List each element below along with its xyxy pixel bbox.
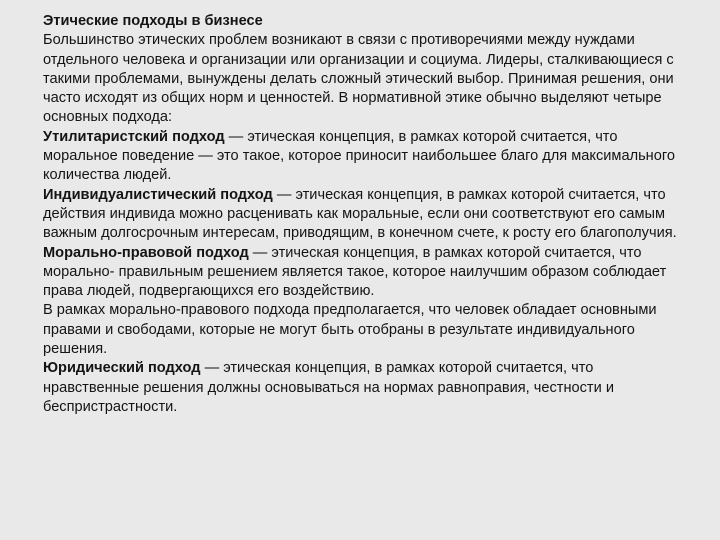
individualist-approach-text: — этическая концепция, в рамках которой считается, что действия индивида можно расценивать как моральные, если они соответствуют его самым важным долгосрочным интересам, приводящим, в конечном счете, к росту его благополучия. bbox=[43, 186, 677, 242]
slide-text-body bbox=[43, 12, 683, 417]
utilitarian-approach-term: Утилитаристский подход bbox=[43, 128, 225, 145]
intro-paragraph: Большинство этических проблем возникают в связи с противоречиями между нуждами отдельного человека и организации или организации и социума. Лидеры, сталкивающиеся с такими проблемами, вынуждены делать сложный этический выбор. Принимая решения, они часто исходят из общих норм и ценностей. В нормативной этике обычно выделяют четыре основных подхода: bbox=[43, 32, 674, 126]
moral-legal-note-paragraph: В рамках морально-правового подхода предполагается, что человек обладает основными правами и свободами, которые не могут быть отобраны в результате индивидуального решения. bbox=[43, 302, 657, 358]
moral-legal-approach-paragraph bbox=[43, 244, 683, 302]
moral-legal-approach-text: — этическая концепция, в рамках которой считается, что морально- правильным решением является такое, которое наилучшим образом соблюдает права людей, подвергающихся его воздействию. bbox=[43, 244, 667, 300]
individualist-approach-paragraph bbox=[43, 186, 683, 244]
individualist-approach-term: Индивидуалистический подход bbox=[43, 186, 273, 203]
juridical-approach-text: — этическая концепция, в рамках которой считается, что нравственные решения должны основываться на нормах равноправия, честности и беспристрастности. bbox=[43, 360, 614, 415]
juridical-approach-term: Юридический подход bbox=[43, 360, 201, 377]
utilitarian-approach-paragraph bbox=[43, 128, 683, 186]
moral-legal-approach-term: Морально-правовой подход bbox=[43, 244, 249, 261]
juridical-approach-paragraph bbox=[43, 359, 683, 417]
utilitarian-approach-text: — этическая концепция, в рамках которой считается, что моральное поведение — это такое, которое приносит наибольшее благо для максимального количества людей. bbox=[43, 128, 675, 184]
slide-title: Этические подходы в бизнесе bbox=[43, 13, 263, 29]
